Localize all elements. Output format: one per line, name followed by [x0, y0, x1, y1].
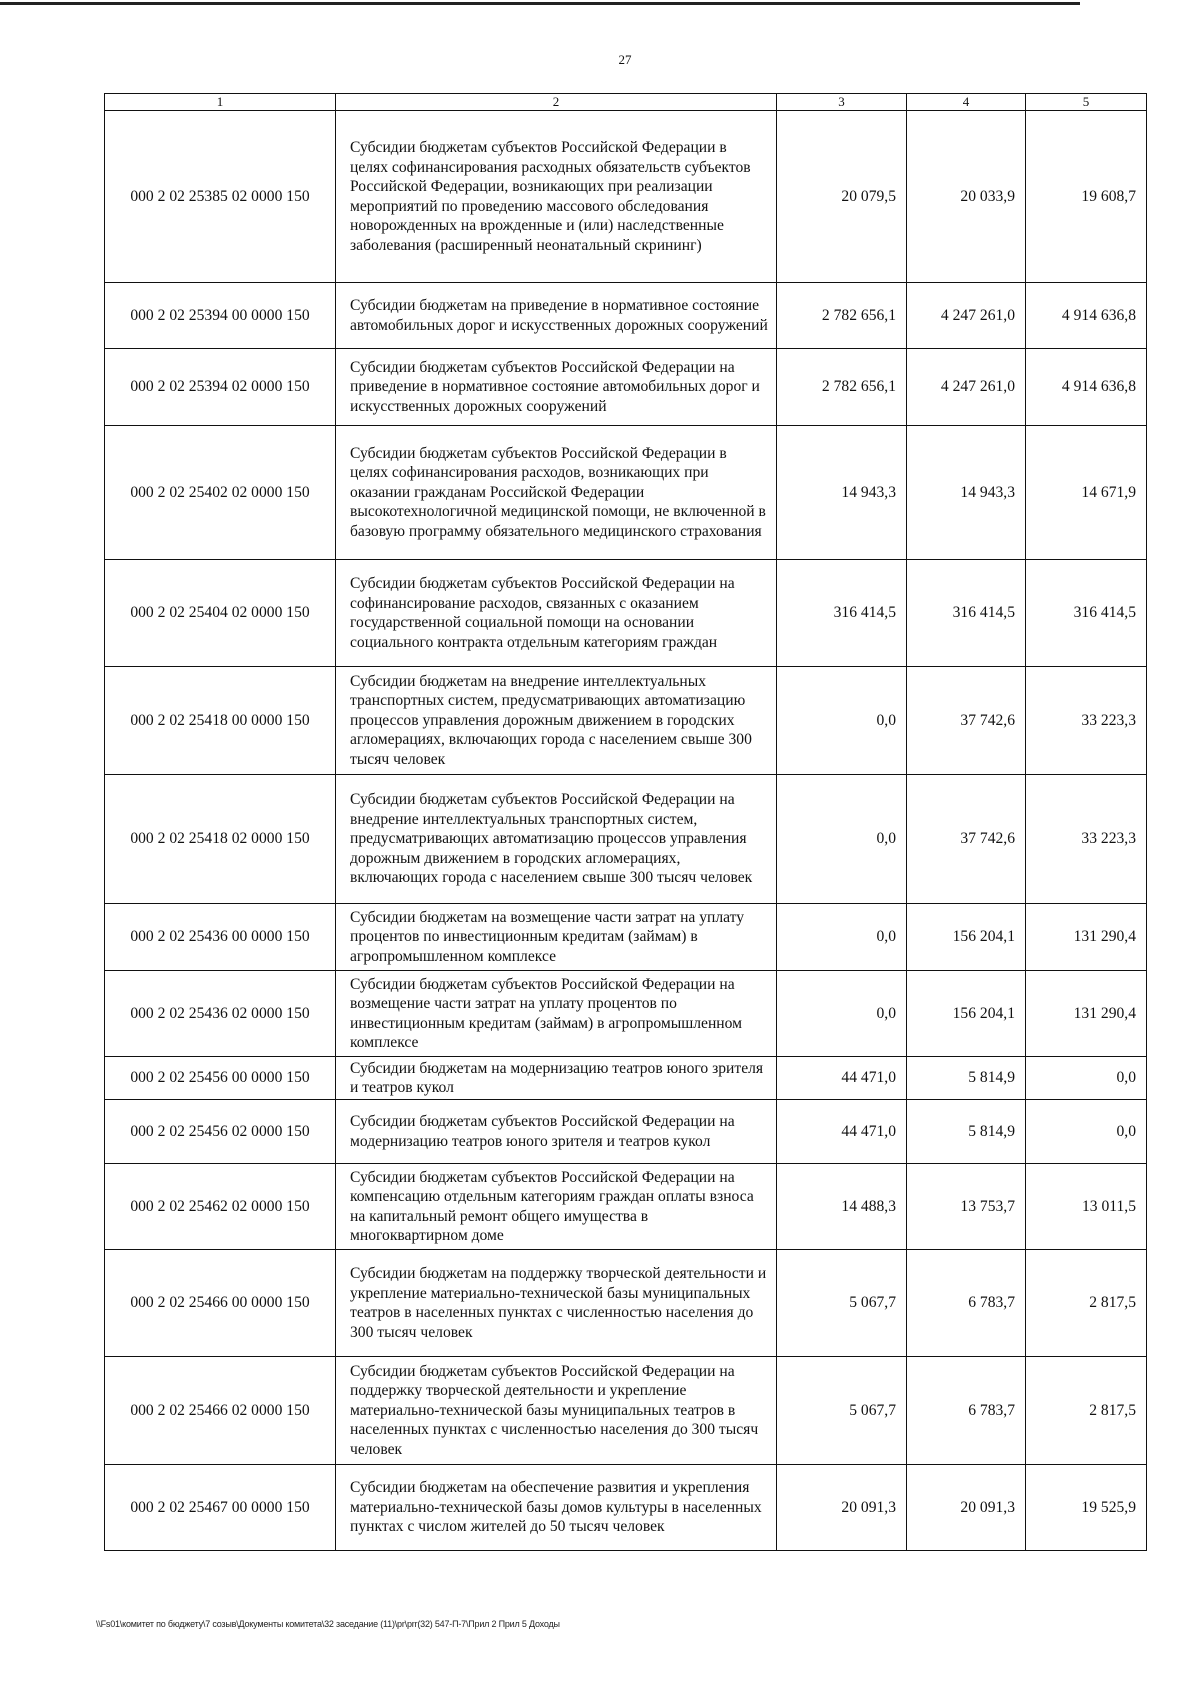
column-header-5: 5	[1026, 94, 1147, 111]
amount-col-5: 131 290,4	[1026, 904, 1147, 971]
amount-col-3: 2 782 656,1	[777, 283, 907, 349]
file-path-footer: \\Fs01\комитет по бюджету\7 созыв\Документы комитета\32 заседание (11)\pr\prr(32) 547-П-7\Прил 2 Прил 5 Доходы	[96, 1619, 560, 1629]
page-number: 27	[618, 52, 632, 67]
budget-code: 000 2 02 25466 00 0000 150	[105, 1250, 336, 1357]
income-name: Субсидии бюджетам субъектов Российской Федерации на модернизацию театров юного зрителя и театров кукол	[336, 1100, 777, 1164]
table-row	[105, 667, 1147, 775]
amount-col-4: 156 204,1	[907, 904, 1026, 971]
amount-col-5: 14 671,9	[1026, 426, 1147, 560]
table-row	[105, 904, 1147, 971]
budget-code: 000 2 02 25456 00 0000 150	[105, 1057, 336, 1100]
table-row	[105, 111, 1147, 283]
table-row	[105, 1250, 1147, 1357]
amount-col-3: 5 067,7	[777, 1357, 907, 1465]
budget-code: 000 2 02 25404 02 0000 150	[105, 560, 336, 667]
amount-col-5: 19 525,9	[1026, 1465, 1147, 1551]
income-name: Субсидии бюджетам на внедрение интеллектуальных транспортных систем, предусматривающих автоматизацию процессов управления дорожным движением в городских агломерациях, включающих города с населением свыше 300 тысяч человек	[336, 667, 777, 775]
budget-code: 000 2 02 25466 02 0000 150	[105, 1357, 336, 1465]
column-header-1: 1	[105, 94, 336, 111]
amount-col-4: 4 247 261,0	[907, 283, 1026, 349]
budget-code: 000 2 02 25467 00 0000 150	[105, 1465, 336, 1551]
income-name: Субсидии бюджетам субъектов Российской Федерации на внедрение интеллектуальных транспортных систем, предусматривающих автоматизацию процессов управления дорожным движением в городских агломерациях, включающих города с населением свыше 300 тысяч человек	[336, 775, 777, 904]
amount-col-3: 14 943,3	[777, 426, 907, 560]
table-row	[105, 426, 1147, 560]
amount-col-4: 4 247 261,0	[907, 349, 1026, 426]
budget-code: 000 2 02 25385 02 0000 150	[105, 111, 336, 283]
table-row	[105, 1164, 1147, 1250]
table-row	[105, 560, 1147, 667]
amount-col-4: 14 943,3	[907, 426, 1026, 560]
budget-code: 000 2 02 25394 02 0000 150	[105, 349, 336, 426]
amount-col-5: 0,0	[1026, 1057, 1147, 1100]
budget-code: 000 2 02 25436 02 0000 150	[105, 971, 336, 1057]
income-name: Субсидии бюджетам на возмещение части затрат на уплату процентов по инвестиционным кредитам (займам) в агропромышленном комплексе	[336, 904, 777, 971]
amount-col-4: 316 414,5	[907, 560, 1026, 667]
income-name: Субсидии бюджетам на обеспечение развития и укрепления материально-технической базы домов культуры в населенных пунктах с числом жителей до 50 тысяч человек	[336, 1465, 777, 1551]
amount-col-3: 14 488,3	[777, 1164, 907, 1250]
income-name: Субсидии бюджетам на модернизацию театров юного зрителя и театров кукол	[336, 1057, 777, 1100]
amount-col-3: 2 782 656,1	[777, 349, 907, 426]
budget-code: 000 2 02 25402 02 0000 150	[105, 426, 336, 560]
income-name: Субсидии бюджетам субъектов Российской Федерации на софинансирование расходов, связанных с оказанием государственной социальной помощи на основании социального контракта отдельным категориям граждан	[336, 560, 777, 667]
amount-col-4: 20 091,3	[907, 1465, 1026, 1551]
column-number-row	[105, 94, 1147, 111]
amount-col-4: 37 742,6	[907, 775, 1026, 904]
top-scan-border	[0, 2, 1080, 5]
amount-col-4: 5 814,9	[907, 1057, 1026, 1100]
amount-col-4: 20 033,9	[907, 111, 1026, 283]
table-row	[105, 283, 1147, 349]
amount-col-3: 0,0	[777, 775, 907, 904]
amount-col-3: 44 471,0	[777, 1100, 907, 1164]
amount-col-3: 44 471,0	[777, 1057, 907, 1100]
amount-col-5: 19 608,7	[1026, 111, 1147, 283]
income-name: Субсидии бюджетам на поддержку творческой деятельности и укрепление материально-технической базы муниципальных театров в населенных пунктах с численностью населения до 300 тысяч человек	[336, 1250, 777, 1357]
table-row	[105, 1100, 1147, 1164]
budget-income-table	[104, 93, 1147, 1551]
amount-col-3: 5 067,7	[777, 1250, 907, 1357]
amount-col-4: 6 783,7	[907, 1250, 1026, 1357]
table-row	[105, 349, 1147, 426]
amount-col-5: 2 817,5	[1026, 1357, 1147, 1465]
amount-col-5: 2 817,5	[1026, 1250, 1147, 1357]
column-header-4: 4	[907, 94, 1026, 111]
amount-col-5: 33 223,3	[1026, 667, 1147, 775]
budget-code: 000 2 02 25418 00 0000 150	[105, 667, 336, 775]
amount-col-3: 316 414,5	[777, 560, 907, 667]
amount-col-5: 33 223,3	[1026, 775, 1147, 904]
budget-code: 000 2 02 25456 02 0000 150	[105, 1100, 336, 1164]
table-row	[105, 1465, 1147, 1551]
amount-col-3: 20 091,3	[777, 1465, 907, 1551]
amount-col-5: 0,0	[1026, 1100, 1147, 1164]
amount-col-3: 0,0	[777, 667, 907, 775]
budget-code: 000 2 02 25462 02 0000 150	[105, 1164, 336, 1250]
amount-col-5: 316 414,5	[1026, 560, 1147, 667]
amount-col-4: 13 753,7	[907, 1164, 1026, 1250]
amount-col-4: 5 814,9	[907, 1100, 1026, 1164]
income-name: Субсидии бюджетам субъектов Российской Федерации на поддержку творческой деятельности и укрепление материально-технической базы муниципальных театров в населенных пунктах с численностью населения до 300 тысяч человек	[336, 1357, 777, 1465]
amount-col-3: 0,0	[777, 904, 907, 971]
budget-code: 000 2 02 25436 00 0000 150	[105, 904, 336, 971]
income-name: Субсидии бюджетам субъектов Российской Федерации на компенсацию отдельным категориям граждан оплаты взноса на капитальный ремонт общего имущества в многоквартирном доме	[336, 1164, 777, 1250]
income-name: Субсидии бюджетам субъектов Российской Федерации на возмещение части затрат на уплату процентов по инвестиционным кредитам (займам) в агропромышленном комплексе	[336, 971, 777, 1057]
table-row	[105, 971, 1147, 1057]
column-header-2: 2	[336, 94, 777, 111]
budget-code: 000 2 02 25394 00 0000 150	[105, 283, 336, 349]
amount-col-4: 6 783,7	[907, 1357, 1026, 1465]
amount-col-3: 20 079,5	[777, 111, 907, 283]
amount-col-5: 4 914 636,8	[1026, 349, 1147, 426]
table-row	[105, 1057, 1147, 1100]
amount-col-5: 13 011,5	[1026, 1164, 1147, 1250]
amount-col-4: 156 204,1	[907, 971, 1026, 1057]
amount-col-4: 37 742,6	[907, 667, 1026, 775]
income-name: Субсидии бюджетам субъектов Российской Федерации в целях софинансирования расходов, возникающих при оказании гражданам Российской Федерации высокотехнологичной медицинской помощи, не включенной в базовую программу обязательного медицинского страхования	[336, 426, 777, 560]
amount-col-5: 131 290,4	[1026, 971, 1147, 1057]
column-header-3: 3	[777, 94, 907, 111]
income-name: Субсидии бюджетам на приведение в нормативное состояние автомобильных дорог и искусственных дорожных сооружений	[336, 283, 777, 349]
table-row	[105, 775, 1147, 904]
budget-code: 000 2 02 25418 02 0000 150	[105, 775, 336, 904]
table-row	[105, 1357, 1147, 1465]
amount-col-5: 4 914 636,8	[1026, 283, 1147, 349]
income-name: Субсидии бюджетам субъектов Российской Федерации в целях софинансирования расходных обязательств субъектов Российской Федерации, возникающих при реализации мероприятий по проведению массового обследования новорожденных на врожденные и (или) наследственные заболевания (расширенный неонатальный скрининг)	[336, 111, 777, 283]
income-name: Субсидии бюджетам субъектов Российской Федерации на приведение в нормативное состояние автомобильных дорог и искусственных дорожных сооружений	[336, 349, 777, 426]
amount-col-3: 0,0	[777, 971, 907, 1057]
